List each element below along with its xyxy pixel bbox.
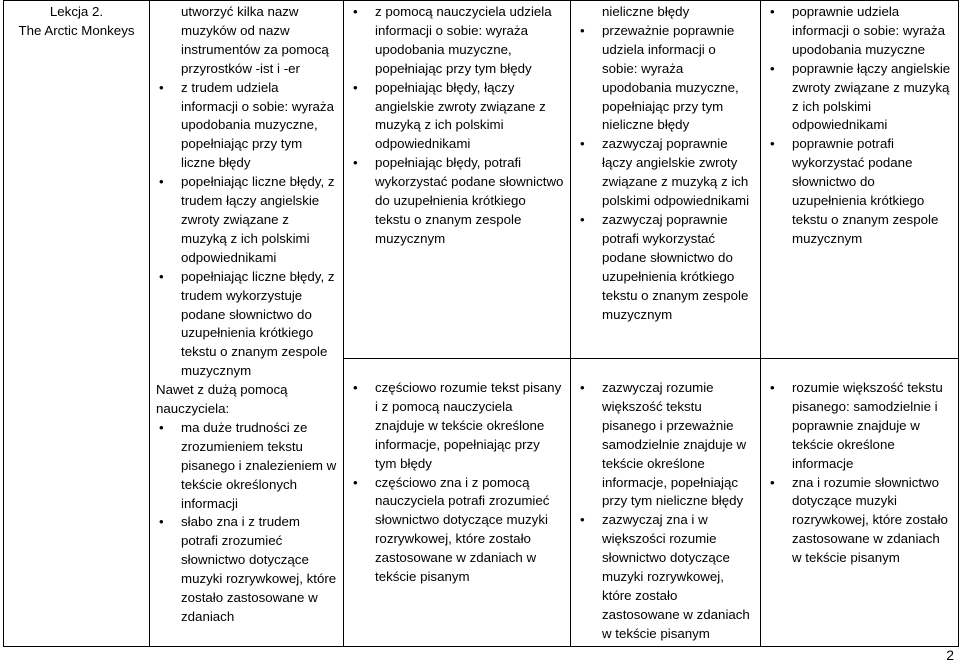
list-item: • częściowo rozumie tekst pisany i z pomocą nauczyciela znajduje w tekście określone informacje, popełniając przy tym błędy	[353, 380, 562, 471]
list-item: • popełniając liczne błędy, z trudem łączy angielskie zwroty związane z muzyką z ich polskimi odpowiednikami	[159, 174, 335, 265]
bullet-icon: •	[770, 4, 775, 19]
bullet-icon: •	[770, 136, 775, 152]
lesson-cell	[4, 1, 150, 647]
bullet-icon: •	[159, 79, 164, 95]
list-item: • poprawnie potrafi wykorzystać podane słownictwo do uzupełnienia krótkiego tekstu o znanym zespole muzycznym	[770, 136, 939, 246]
grade-column-4-top	[761, 1, 959, 359]
lesson-number: Lekcja 2.	[49, 4, 104, 19]
bullet-icon: •	[159, 268, 164, 284]
bullet-icon: •	[770, 474, 775, 490]
list-item: • popełniając liczne błędy, z trudem wykorzystuje podane słownictwo do uzupełnienia krótkiego tekstu o znanym zespole muzycznym	[159, 268, 335, 379]
page-number: 2	[946, 647, 954, 663]
list-item: • zna i rozumie słownictwo dotyczące muzyki rozrywkowej, które zostało zastosowane w zdaniach w tekście pisanym	[770, 474, 948, 566]
list-item: • zazwyczaj poprawnie potrafi wykorzystać podane słownictwo do uzupełnienia krótkiego tekstu o znanym zespole muzycznym	[580, 211, 749, 322]
grade-column-3-bottom	[571, 359, 761, 647]
bullet-icon: •	[580, 211, 585, 227]
list-item: • częściowo zna i z pomocą nauczyciela potrafi zrozumieć słownictwo dotyczące muzyki rozrywkowej, które zostało zastosowane w zdaniach w tekście pisanym	[353, 474, 550, 585]
list-item: • słabo zna i z trudem potrafi zrozumieć słownictwo dotyczące muzyki rozrywkowej, które zostało zastosowane w zdaniach	[159, 514, 337, 624]
bullet-icon: •	[353, 79, 358, 95]
bullet-icon: •	[580, 136, 585, 152]
table-row	[4, 1, 959, 359]
bullet-icon: •	[770, 60, 775, 76]
bullet-icon: •	[159, 419, 164, 435]
bullet-icon: •	[353, 4, 358, 19]
bullet-icon: •	[580, 512, 585, 528]
list-item: • popełniając błędy, potrafi wykorzystać podane słownictwo do uzupełnienia krótkiego tekstu o znanym zespole muzycznym	[353, 155, 564, 246]
list-item: • rozumie większość tekstu pisanego: samodzielnie i poprawnie znajduje w tekście określone informacje	[770, 380, 943, 471]
column-1-intro: utworzyć kilka nazw muzyków od nazw instrumentów za pomocą przyrostków -ist i -er	[181, 4, 329, 76]
bullet-icon: •	[770, 380, 775, 395]
list-item: • zazwyczaj poprawnie łączy angielskie zwroty związane z muzyką z ich polskimi odpowiednikami	[580, 136, 750, 209]
column-3-intro: nieliczne błędy	[602, 4, 690, 19]
list-item: • zazwyczaj zna i w większości rozumie słownictwo dotyczące muzyki rozrywkowej, które zostało zastosowane w zdaniach w tekście pisanym	[580, 512, 750, 641]
grade-column-4-bottom	[761, 359, 959, 647]
column-1-bottom-intro: Nawet z dużą pomocą nauczyciela:	[156, 382, 288, 417]
list-item: • poprawnie łączy angielskie zwroty związane z muzyką z ich polskimi odpowiednikami	[770, 60, 951, 133]
list-item: • popełniając błędy, łączy angielskie zwroty związane z muzyką z ich polskimi odpowiednikami	[353, 79, 546, 152]
bullet-icon: •	[353, 474, 358, 490]
bullet-icon: •	[580, 380, 585, 395]
grade-column-2-top	[344, 1, 571, 359]
requirements-table	[3, 0, 959, 647]
list-item: • poprawnie udziela informacji o sobie: wyraża upodobania muzyczne	[770, 4, 945, 57]
bullet-icon: •	[159, 174, 164, 190]
list-item: • z pomocą nauczyciela udziela informacji o sobie: wyraża upodobania muzyczne, popełniając przy tym błędy	[353, 4, 552, 76]
bullet-icon: •	[159, 514, 164, 530]
list-item: • z trudem udziela informacji o sobie: wyraża upodobania muzyczne, popełniając przy tym liczne błędy	[159, 79, 334, 171]
list-item: • ma duże trudności ze zrozumieniem tekstu pisanego i znalezieniem w tekście określonych informacji	[159, 419, 337, 511]
list-item: • zazwyczaj rozumie większość tekstu pisanego i przeważnie samodzielnie znajduje w tekście określone informacje, popełniając przy tym nieliczne błędy	[580, 380, 747, 509]
bullet-icon: •	[353, 380, 358, 395]
lesson-title: The Arctic Monkeys	[18, 22, 135, 38]
bullet-icon: •	[353, 155, 358, 171]
list-item: • przeważnie poprawnie udziela informacji o sobie: wyraża upodobania muzyczne, popełniając przy tym nieliczne błędy	[580, 22, 739, 133]
grade-column-2-bottom	[344, 359, 571, 647]
bullet-icon: •	[580, 22, 585, 38]
grade-column-1	[150, 1, 344, 647]
grade-column-3-top	[571, 1, 761, 359]
